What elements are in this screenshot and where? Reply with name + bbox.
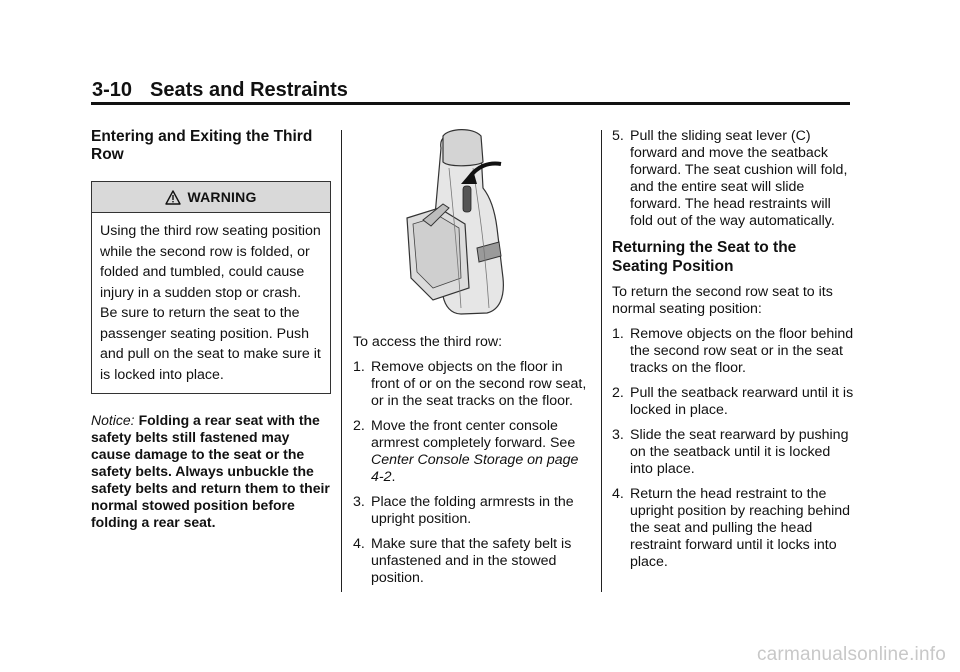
watermark-url: carmanualsonline.info	[756, 644, 946, 665]
center-console-storage-link[interactable]: Center Console Storage on page 4-2	[371, 452, 579, 485]
step-number: 1.	[353, 359, 365, 375]
step-number: 3.	[612, 427, 624, 443]
step-text: Pull the sliding seat lever (C) forward and move the seatback forward. The seat cushion will fold, and the entire seat will slide forward. The head restraints will fold out of the way automatically.	[630, 128, 848, 229]
access-intro: To access the third row:	[353, 334, 503, 350]
notice-label: Notice:	[91, 412, 135, 428]
warning-triangle-icon	[165, 190, 181, 205]
return-steps	[612, 326, 856, 571]
step-text: Make sure that the safety belt is unfastened and in the stowed position.	[371, 536, 572, 586]
folded-seat-illustration	[403, 128, 533, 318]
warning-label: WARNING	[187, 188, 257, 205]
step-text-end: .	[391, 469, 396, 485]
step-number: 5.	[612, 128, 624, 144]
middle-column	[353, 128, 589, 595]
step-number: 4.	[612, 486, 624, 502]
left-column	[91, 128, 331, 531]
return-intro: To return the second row seat to its normal seating position:	[612, 284, 833, 317]
step-number: 1.	[612, 326, 624, 342]
step-text: Slide the seat rearward by pushing on the seatback until it is locked into place.	[630, 427, 849, 477]
step-number: 4.	[353, 536, 365, 552]
warning-text: Using the third row seating position while the second row is folded, or folded and tumbled, could cause injury in a sudden stop or crash. Be sure to return the seat to the passenger seating position. Push and pull on the seat to make sure it is locked into place.	[100, 223, 321, 383]
step-number: 3.	[353, 494, 365, 510]
seat-figure	[353, 128, 589, 320]
list-item	[353, 418, 589, 486]
page-header	[92, 80, 348, 100]
step-number: 2.	[612, 385, 624, 401]
column-divider-left	[341, 130, 342, 592]
list-item	[353, 536, 589, 587]
list-item	[612, 326, 856, 377]
step-text: Move the front center console armrest completely forward. See	[371, 418, 576, 451]
warning-header	[92, 182, 330, 213]
section-title-returning-seat: Returning the Seat to the Seating Position	[612, 239, 797, 275]
header-rule	[91, 102, 850, 105]
list-item	[612, 385, 856, 419]
step-text: Place the folding armrests in the upright position.	[371, 494, 574, 527]
notice-text: Folding a rear seat with the safety belts still fastened may cause damage to the seat or the safety belts. Always unbuckle the safety belts and return them to their normal stowed position before folding a rear seat.	[91, 412, 330, 530]
step-number: 2.	[353, 418, 365, 434]
access-steps	[353, 359, 589, 587]
step-text: Return the head restraint to the upright position by reaching behind the seat and pulling the head restraint forward until it locks into place.	[630, 486, 851, 570]
section-title-entering-exiting: Entering and Exiting the Third Row	[91, 128, 313, 163]
warning-box	[91, 181, 331, 394]
list-item	[353, 494, 589, 528]
step-text: Remove objects on the floor behind the second row seat or in the seat tracks on the floor.	[630, 326, 854, 376]
chapter-title: Seats and Restraints	[150, 79, 348, 101]
page-number: 3-10	[92, 79, 133, 101]
list-item	[612, 128, 856, 230]
right-column	[612, 128, 856, 579]
step-text: Pull the seatback rearward until it is locked in place.	[630, 385, 854, 418]
list-item	[612, 427, 856, 478]
column-divider-right	[601, 130, 602, 592]
notice	[91, 412, 331, 531]
list-item	[353, 359, 589, 410]
step-text: Remove objects on the floor in front of or on the second row seat, or in the seat tracks on the floor.	[371, 359, 587, 409]
access-steps-continued	[612, 128, 856, 230]
list-item	[612, 486, 856, 571]
